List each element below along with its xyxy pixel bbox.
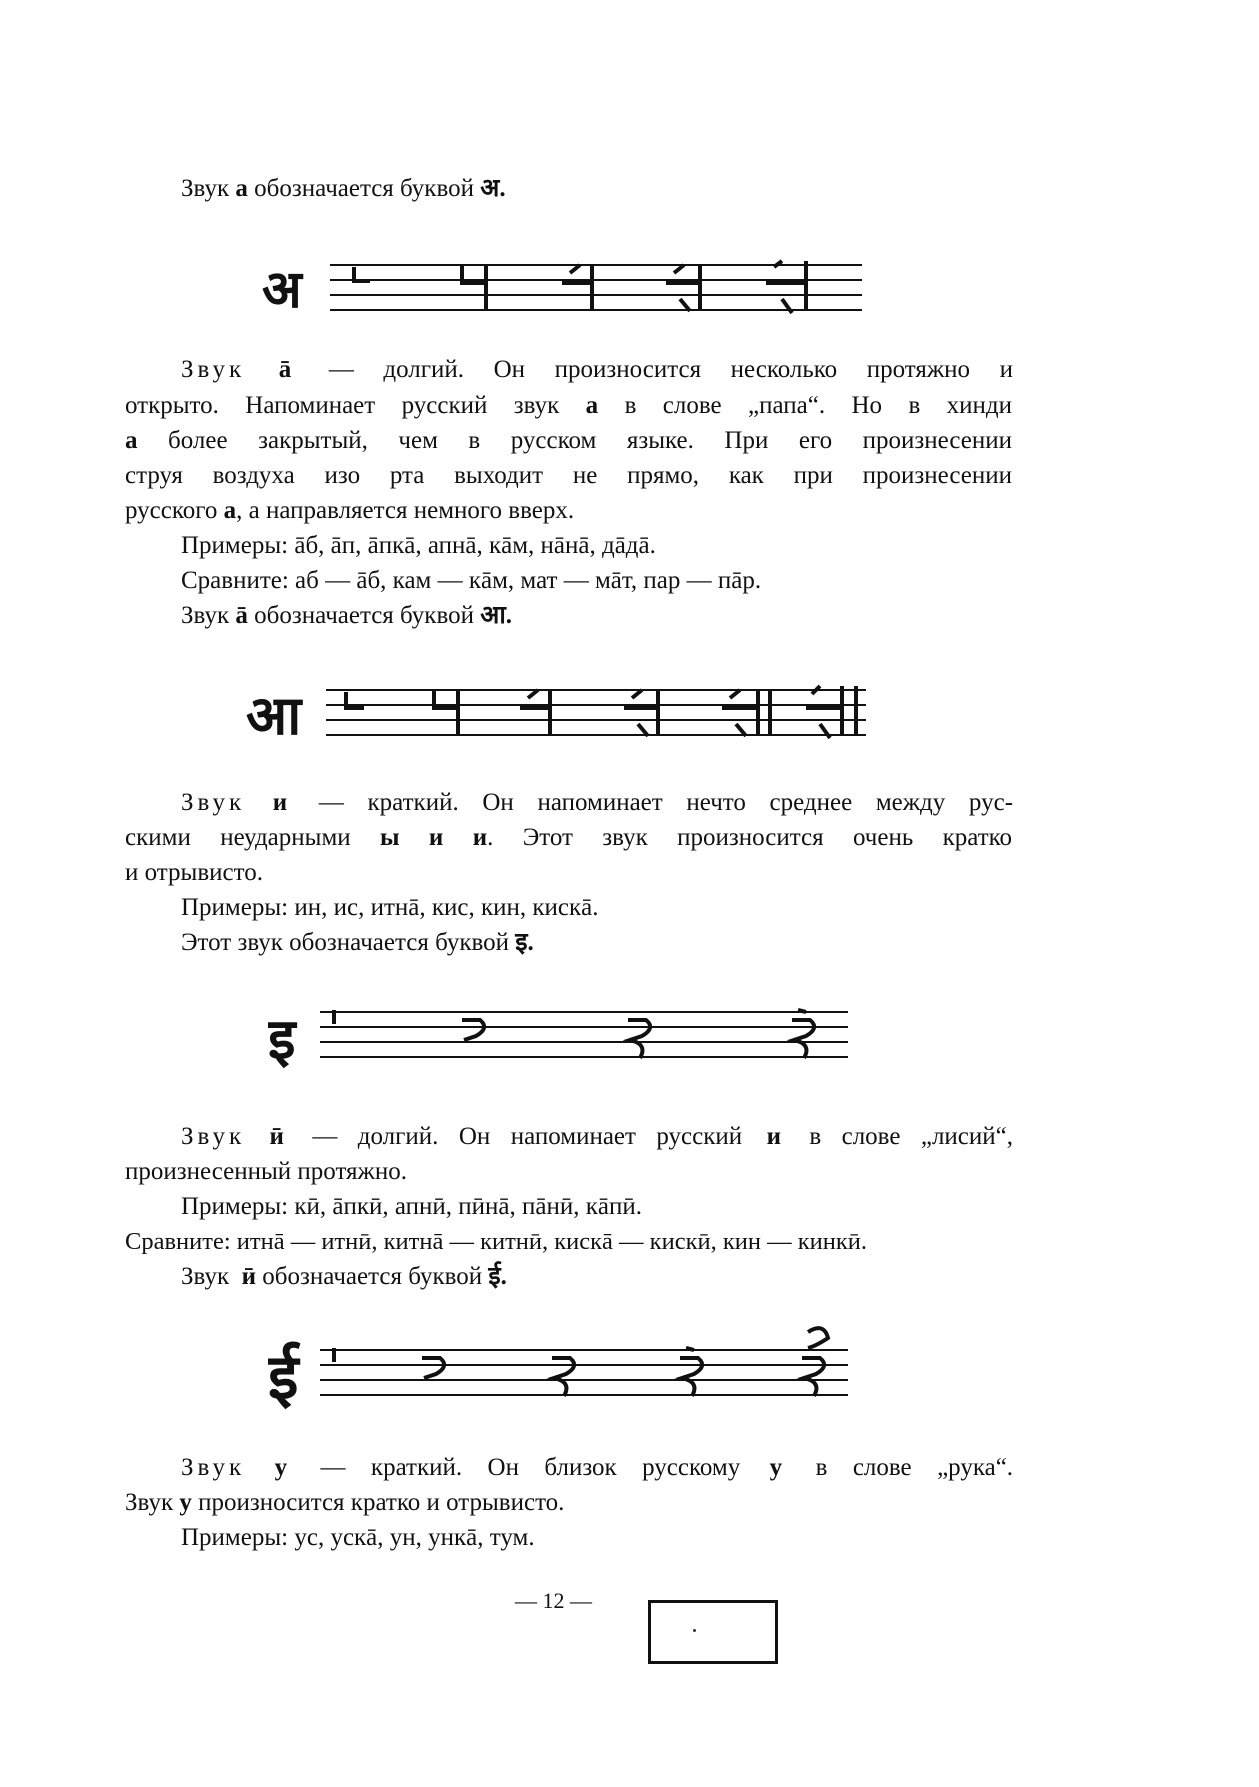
stroke-order-svg — [262, 255, 872, 325]
text: обозначается буквой — [254, 602, 474, 629]
i-examples — [181, 892, 599, 924]
model-letter: इ — [268, 1007, 296, 1072]
bold-letter: и — [766, 1123, 785, 1150]
text: Сравните: аб — āб, кам — кāм, мат — мāт, пар — пāр. — [181, 567, 762, 594]
stroke-order-svg — [268, 1318, 868, 1413]
model-letter: अ — [262, 260, 302, 320]
stroke-step-4 — [680, 1348, 702, 1396]
text: Звук — [181, 789, 246, 816]
stroke-order-strip-i — [268, 1000, 868, 1075]
devanagari-letter: ई. — [488, 1263, 507, 1290]
stroke-order-svg — [246, 680, 886, 752]
aa-line-1 — [181, 354, 1013, 386]
u-line-1 — [181, 1452, 1013, 1484]
text: более закрытый, чем в русском языке. При его произнесении — [168, 427, 1012, 454]
stroke-order-strip-ii — [268, 1318, 868, 1413]
stroke-step-2 — [434, 690, 458, 736]
text: Звук — [181, 1454, 246, 1481]
bold-letter: а — [125, 427, 138, 454]
text: Примеры: кӣ, āпкӣ, апнӣ, пӣнā, пāнӣ, кāпӣ. — [181, 1193, 642, 1220]
i-line-1 — [181, 787, 1013, 819]
bold-letter: ӣ — [241, 1263, 257, 1290]
i-line-3 — [125, 857, 263, 889]
text: Примеры: ус, ускā, ун, ункā, тум. — [181, 1524, 535, 1551]
page-number: — 12 — — [515, 1588, 592, 1613]
model-letter: ई — [268, 1340, 299, 1413]
stroke-step-1 — [354, 267, 370, 281]
stroke-step-3 — [562, 265, 592, 311]
stroke-step-3 — [552, 1358, 574, 1396]
text: — краткий. Он напоминает нечто среднее между рус- — [318, 789, 1014, 816]
stroke-order-strip-aa — [246, 680, 886, 752]
stroke-steps — [334, 1010, 814, 1058]
bold-letter: у — [274, 1454, 292, 1481]
aa-line-5 — [125, 495, 574, 527]
stroke-steps — [354, 261, 806, 313]
intro-a-line — [181, 173, 506, 205]
stroke-step-4 — [792, 1010, 814, 1058]
text: и отрывисто. — [125, 859, 263, 886]
u-examples — [181, 1522, 535, 1554]
text: Этот звук обозначается буквой — [181, 929, 510, 956]
bold-letter: ы и и — [380, 824, 488, 851]
i-line-2 — [125, 822, 1012, 854]
text: Звук — [181, 356, 246, 383]
stroke-order-strip-a — [262, 255, 872, 325]
aa-line-2 — [125, 390, 1012, 422]
ii-examples — [181, 1191, 642, 1223]
text: Сравните: итнā — итнӣ, китнā — китнӣ, кискā — кискӣ, кин — кинкӣ. — [125, 1228, 867, 1255]
text: , а направляется немного вверх. — [236, 497, 575, 524]
stroke-step-2 — [422, 1358, 444, 1378]
text: — краткий. Он близок русскому — [320, 1454, 741, 1481]
bold-letter: ӣ — [269, 1123, 288, 1150]
stroke-step-5 — [802, 1328, 828, 1396]
text: Звук — [181, 1123, 246, 1150]
text: скими неударными — [125, 824, 351, 851]
text: . Этот звук произносится очень кратко — [487, 824, 1013, 851]
stroke-step-4 — [624, 690, 658, 736]
text: открыто. Напоминает русский звук — [125, 392, 560, 419]
stamp-dot — [693, 1629, 696, 1632]
stamp-box — [648, 1600, 778, 1664]
text: Звук — [125, 1489, 174, 1516]
stroke-step-5 — [722, 690, 770, 736]
stroke-step-4 — [666, 265, 700, 311]
text: Звук — [181, 175, 230, 202]
stroke-order-svg — [268, 1000, 868, 1075]
text: струя воздуха изо рта выходит не прямо, как при произнесении — [125, 462, 1012, 489]
stroke-step-3 — [628, 1020, 650, 1058]
ii-compare — [125, 1226, 867, 1258]
u-line-2 — [125, 1487, 564, 1519]
stroke-step-2 — [462, 1020, 484, 1040]
model-letter: आ — [246, 684, 302, 747]
stroke-step-2 — [462, 265, 486, 311]
bold-letter: у — [179, 1489, 192, 1516]
devanagari-letter: अ. — [480, 175, 506, 202]
text: в слове „папа“. Но в хинди — [624, 392, 1013, 419]
ii-letter-line — [181, 1261, 507, 1293]
aa-compare — [181, 565, 761, 597]
text: произнесенный протяжно. — [125, 1158, 407, 1185]
text: — долгий. Он напоминает русский — [312, 1123, 743, 1150]
text: Примеры: ин, ис, итнā, кис, кин, кискā. — [181, 894, 599, 921]
bold-letter: и — [272, 789, 292, 816]
text: русского — [125, 497, 218, 524]
devanagari-letter: आ. — [480, 602, 513, 629]
stroke-step-6 — [806, 686, 856, 738]
aa-letter-line — [181, 600, 512, 632]
text: — долгий. Он произносится несколько протяжно и — [328, 356, 1014, 383]
text: обозначается буквой — [254, 175, 474, 202]
stroke-steps — [346, 686, 856, 738]
text: произносится кратко и отрывисто. — [198, 1489, 565, 1516]
aa-examples — [181, 530, 656, 562]
ii-line-1 — [181, 1121, 1013, 1153]
bold-letter: а — [235, 175, 248, 202]
bold-letter: ā — [235, 602, 248, 629]
bold-letter: а — [585, 392, 599, 419]
aa-line-4 — [125, 460, 1012, 492]
ii-line-2 — [125, 1156, 407, 1188]
text: Звук — [181, 602, 230, 629]
i-letter-line — [181, 927, 534, 959]
text: в слове „рука“. — [815, 1454, 1014, 1481]
stroke-step-5 — [766, 261, 806, 313]
bold-letter: ā — [278, 356, 296, 383]
aa-line-3 — [125, 425, 1012, 457]
text: обозначается буквой — [262, 1263, 483, 1290]
text: Звук — [181, 1263, 230, 1290]
text: Примеры: āб, āп, āпкā, апнā, кāм, нāнā, дāдā. — [181, 532, 656, 559]
bold-letter: у — [769, 1454, 787, 1481]
bold-letter: а — [223, 497, 237, 524]
stroke-steps — [334, 1328, 828, 1396]
devanagari-letter: इ. — [515, 929, 534, 956]
stroke-step-3 — [520, 690, 550, 736]
text: в слове „лисий“, — [809, 1123, 1014, 1150]
